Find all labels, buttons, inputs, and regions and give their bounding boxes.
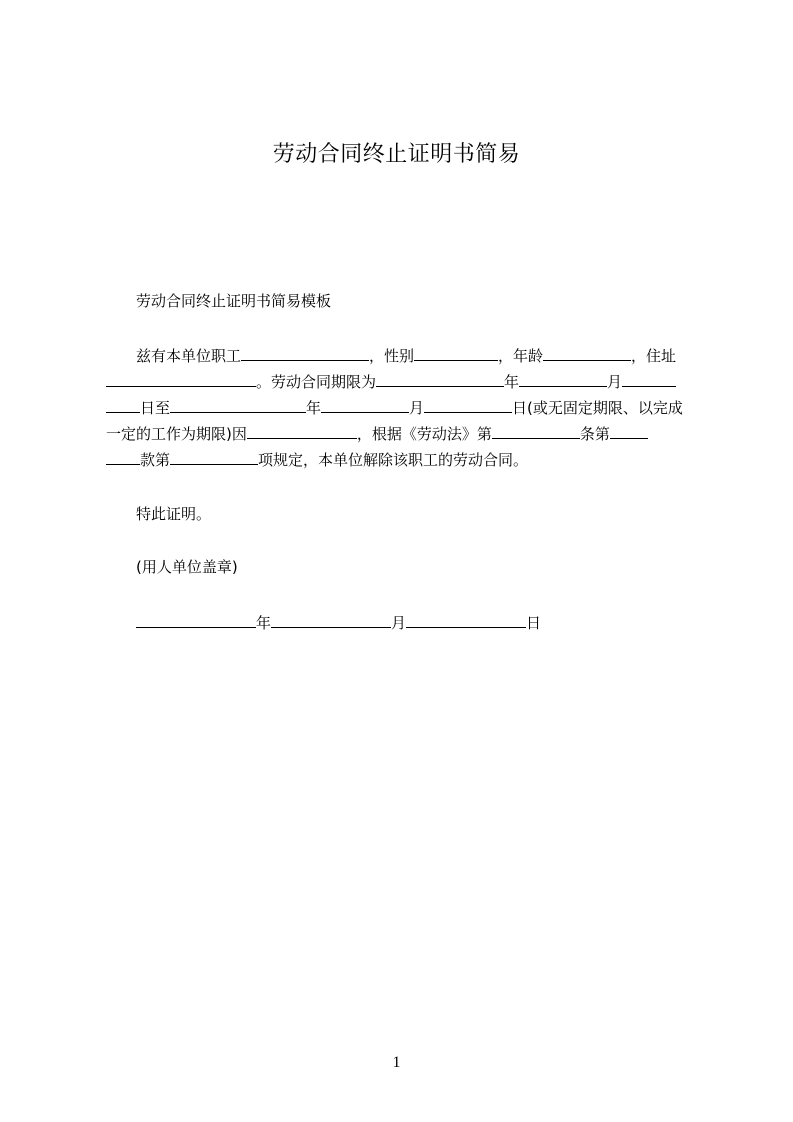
blank-sign-year[interactable] [136,610,256,628]
text-clause-unit: 款第 [140,451,171,469]
text-end-month-unit: 月 [409,399,425,417]
blank-clause-cont[interactable] [106,447,140,465]
text-contract-term-label: 。劳动合同期限为 [256,373,377,391]
page-number: 1 [392,1054,401,1071]
text-law-label: ，根据《劳动法》第 [356,425,492,443]
blank-item[interactable] [170,447,258,465]
body-line-1 [106,343,702,369]
blank-clause[interactable] [610,421,648,439]
body-line-2 [106,369,702,395]
blank-gender[interactable] [414,343,498,361]
blank-sign-day[interactable] [406,610,526,628]
blank-age[interactable] [543,343,631,361]
certification-statement: 特此证明。 [136,505,212,523]
blank-start-month[interactable] [519,369,607,387]
text-start-year-unit: 年 [504,373,520,391]
text-reason-label: 一定的工作为期限)因 [106,425,247,443]
text-sign-month-unit: 月 [391,614,407,632]
signature-date-line [136,610,541,634]
text-article-unit: 条第 [579,425,610,443]
text-start-month-unit: 月 [607,373,623,391]
document-subtitle: 劳动合同终止证明书简易模板 [136,292,332,310]
text-gender-label: ，性别 [369,347,415,365]
text-termination-statement: 项规定，本单位解除该职工的劳动合同。 [258,451,529,469]
blank-sign-month[interactable] [271,610,391,628]
blank-reason[interactable] [247,421,357,439]
blank-start-year[interactable] [376,369,504,387]
employer-stamp-label: (用人单位盖章) [136,558,238,576]
blank-start-day-cont[interactable] [106,395,140,413]
blank-employee-name[interactable] [241,343,369,361]
text-address-label: ，住址 [631,347,677,365]
text-sign-day-unit: 日 [526,614,542,632]
blank-end-month[interactable] [321,395,409,413]
blank-end-day[interactable] [424,395,512,413]
blank-end-year[interactable] [170,395,306,413]
certificate-body [106,343,702,473]
document-title: 劳动合同终止证明书简易 [272,142,521,167]
blank-article[interactable] [492,421,580,439]
blank-start-day[interactable] [622,369,676,387]
text-age-label: ，年龄 [498,347,544,365]
blank-address[interactable] [106,369,256,387]
text-start-day-to: 日至 [140,399,171,417]
text-employee-label: 兹有本单位职工 [136,347,242,365]
text-end-day-note: 日(或无固定期限、以完成 [512,399,683,417]
text-sign-year-unit: 年 [256,614,272,632]
body-line-4 [106,421,702,447]
text-end-year-unit: 年 [306,399,322,417]
body-line-3 [106,395,702,421]
body-line-5 [106,447,702,473]
